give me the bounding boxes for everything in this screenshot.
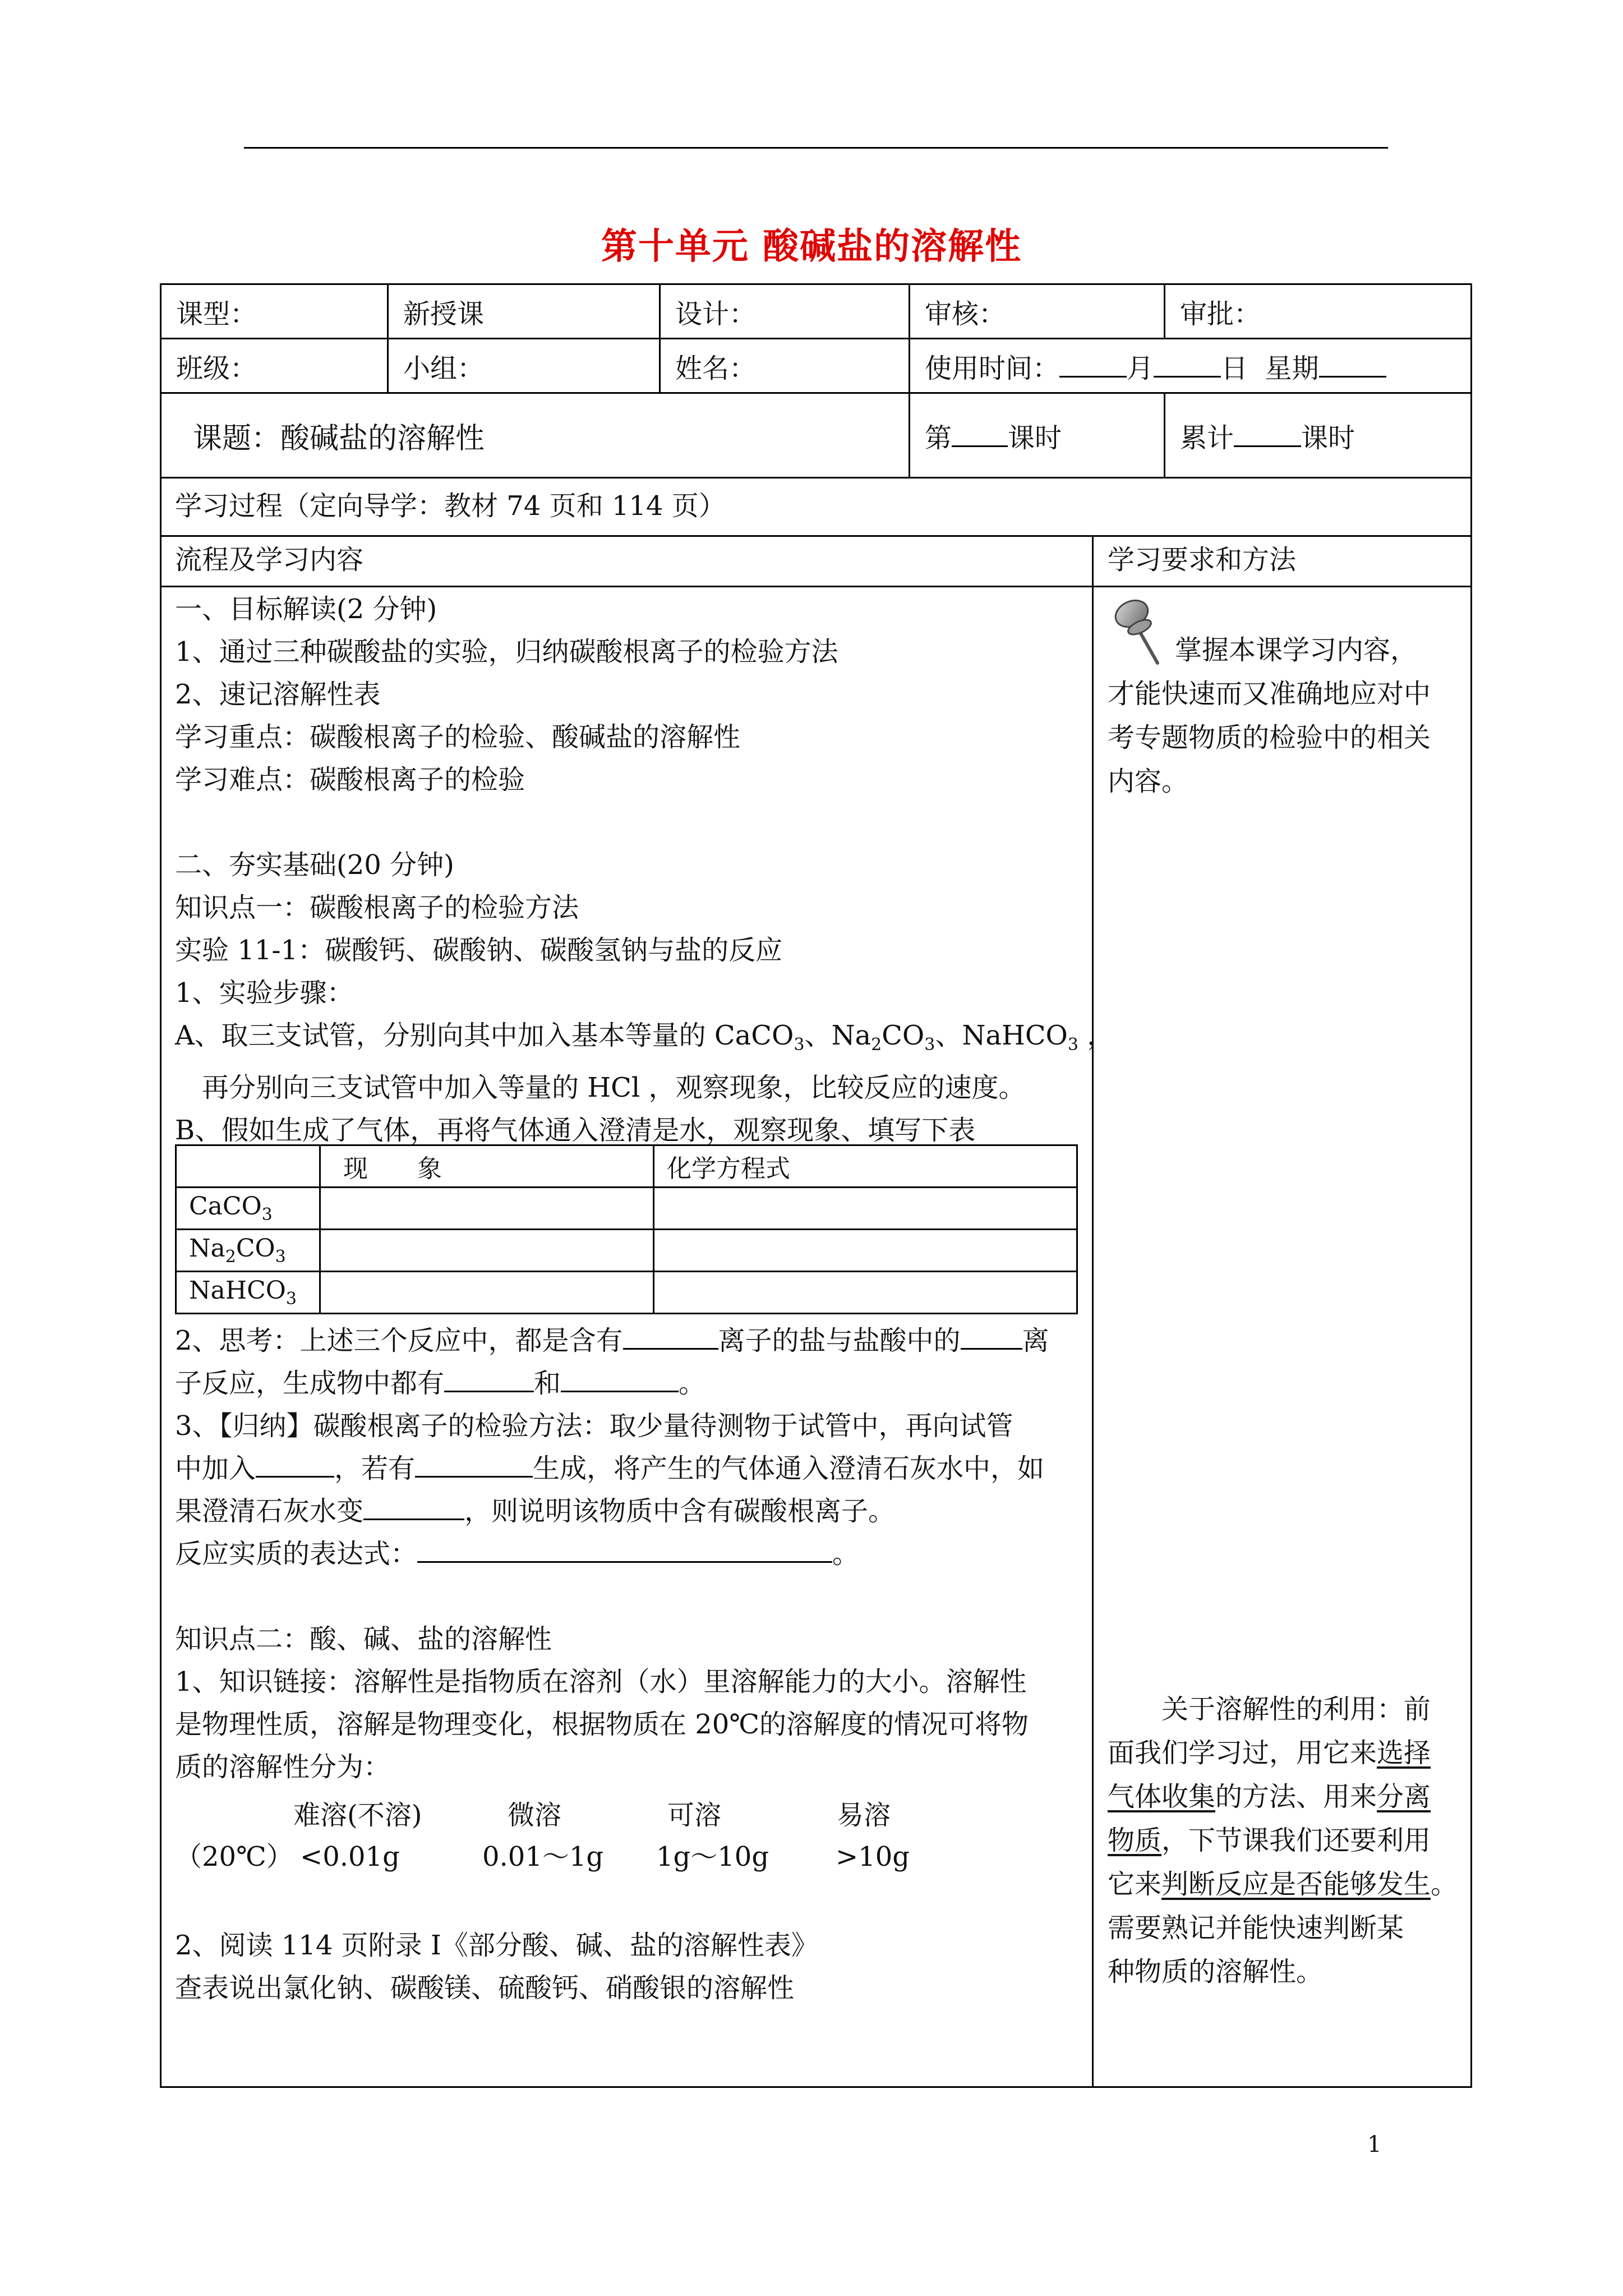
group-label: 小组： [388,339,660,393]
difficulty: 学习难点：碳酸根离子的检验 [175,764,525,795]
side-note-1-line: 掌握本课学习内容， [1175,634,1418,666]
answer-cell[interactable] [320,1188,654,1230]
experiment-title: 实验 11-1：碳酸钙、碳酸钠、碳酸氢钠与盐的反应 [175,935,783,966]
side-note-2-line: 气体收集的方法、用来分离 [1108,1781,1431,1812]
lesson-suffix: 课时 [1008,422,1062,454]
table-header-equation: 化学方程式 [654,1145,1077,1188]
day-label: 日 [1221,352,1248,384]
experiment-table [175,1144,1078,1314]
side-note-1-line: 才能快速而又准确地应对中 [1108,678,1431,710]
design-label: 设计： [660,284,910,339]
info-table [160,283,1472,478]
col-left-title: 流程及学习内容 [175,544,364,576]
side-note-2-line: 需要熟记并能快速判断某 [1108,1912,1404,1944]
answer-cell[interactable] [654,1188,1077,1230]
summary-line-2: 中加入 ，若有 生成，将产生的气体通入澄清石灰水中，如 [175,1453,1045,1484]
table-corner [176,1145,320,1188]
goal-2: 2、速记溶解性表 [175,679,381,710]
type-label: 课型： [161,284,388,339]
fill-blank[interactable] [444,1390,534,1392]
expression-line: 反应实质的表达式： 。 [175,1538,860,1570]
step-b: B、假如生成了气体，再将气体通入澄清是水，观察现象、填写下表 [175,1115,976,1146]
type-value: 新授课 [388,284,660,339]
fill-blank[interactable] [415,1475,533,1478]
name-label: 姓名： [660,339,910,393]
row-divider [160,535,1472,537]
lesson-cell [910,393,1165,478]
answer-cell[interactable] [654,1272,1077,1314]
topic-cell [161,393,910,478]
solubility-label-very: 易溶 [837,1800,891,1831]
row-label-nahco3: NaHCO$_3$ [176,1272,320,1314]
header-rule [244,147,1388,149]
solubility-value: 1g～10g [656,1841,769,1872]
side-note-1 [1108,628,1431,803]
step-a: A、取三支试管，分别向其中加入基本等量的 CaCO$_3$、$Na_2CO_3$、NaHCO$_3$ ， [175,1020,1114,1055]
lesson-prefix: 第 [925,422,952,454]
answer-cell[interactable] [654,1230,1077,1272]
fill-blank[interactable] [623,1347,718,1350]
focus: 学习重点：碳酸根离子的检验、酸碱盐的溶解性 [175,721,741,753]
fill-blank[interactable] [961,1347,1022,1350]
col-right-title: 学习要求和方法 [1108,544,1297,576]
summary-line-3: 果澄清石灰水变 ，则说明该物质中含有碳酸根离子。 [175,1496,896,1527]
row-label-caco3: CaCO$_3$ [176,1188,320,1230]
summary-line-1: 3、【归纳】碳酸根离子的检验方法：取少量待测物于试管中，再向试管 [175,1410,1013,1442]
table-header-phenomenon: 现 象 [320,1145,654,1188]
think-line-2: 子反应，生成物中都有 和 。 [175,1368,706,1399]
week-blank[interactable] [1319,375,1386,378]
row-divider [160,586,1472,587]
solubility-value: <0.01g [300,1841,400,1872]
side-note-2-line: 物质，下节课我们还要利用 [1108,1825,1431,1856]
total-prefix: 累计 [1180,422,1234,454]
side-note-1-line: 内容。 [1108,766,1189,797]
read-line-2: 查表说出氯化钠、碳酸镁、硫酸钙、硝酸银的溶解性 [175,1972,795,2004]
answer-cell[interactable] [320,1272,654,1314]
section-2-heading: 二、夯实基础(20 分钟) [175,849,454,881]
total-cell [1165,393,1472,478]
side-note-2-line: 它来判断反应是否能够发生。 [1108,1869,1458,1900]
total-suffix: 课时 [1301,422,1355,454]
solubility-label-soluble: 可溶 [667,1800,722,1831]
content-column [175,588,1114,1152]
row-label-na2co3: $Na_2CO_3$ [176,1230,320,1272]
week-label: 星期 [1265,352,1319,384]
review-label: 审核： [910,284,1165,339]
read-line-1: 2、阅读 114 页附录 I《部分酸、碱、盐的溶解性表》 [175,1930,818,1961]
knowledge-2: 知识点二：酸、碱、盐的溶解性 [175,1623,552,1655]
link-line-2: 是物理性质，溶解是物理变化，根据物质在 20℃的溶解度的情况可将物 [175,1709,1029,1740]
side-note-2 [1108,1687,1458,1994]
month-label: 月 [1127,352,1154,384]
solubility-temp: （20℃） [175,1841,293,1872]
process-title: 学习过程（定向导学：教材 74 页和 114 页） [175,490,726,522]
fill-blank[interactable] [363,1518,464,1520]
solubility-label-slight: 微溶 [508,1800,562,1831]
content-column-2 [175,1319,1049,1788]
lesson-blank[interactable] [952,445,1008,447]
section-1-heading: 一、目标解读(2 分钟) [175,593,437,625]
spacer [175,1575,1049,1618]
time-label: 使用时间： [925,352,1060,384]
side-note-2-line: 面我们学习过，用它来选择 [1108,1737,1431,1769]
side-note-2-line: 关于溶解性的利用：前 [1161,1694,1431,1725]
step-a-line-2: 再分别向三支试管中加入等量的 HCl ，观察现象，比较反应的速度。 [202,1072,1026,1103]
table-row [176,1272,1077,1314]
page-title: 第十单元 酸碱盐的溶解性 [601,226,1022,268]
fill-blank[interactable] [256,1475,334,1478]
solubility-label-insoluble: 难溶(不溶) [293,1800,422,1831]
answer-cell[interactable] [320,1230,654,1272]
approve-label: 审批： [1165,284,1472,339]
table-row [176,1230,1077,1272]
day-blank[interactable] [1154,375,1221,378]
class-label: 班级： [161,339,388,393]
expression-blank[interactable] [417,1561,832,1563]
table-row [176,1188,1077,1230]
solubility-value: >10g [836,1841,910,1872]
spacer [175,801,1114,844]
side-note-2-line: 种物质的溶解性。 [1108,1956,1324,1987]
think-line-1: 2、思考：上述三个反应中，都是含有 离子的盐与盐酸中的 离 [175,1325,1049,1356]
knowledge-1: 知识点一：碳酸根离子的检验方法 [175,892,579,923]
link-line-3: 质的溶解性分为： [175,1751,391,1783]
page-number: 1 [1367,2132,1382,2157]
link-line-1: 1、知识链接：溶解性是指物质在溶剂（水）里溶解能力的大小。溶解性 [175,1666,1027,1697]
steps-heading: 1、实验步骤： [175,977,354,1009]
total-blank[interactable] [1234,445,1301,447]
fill-blank[interactable] [561,1390,679,1392]
month-blank[interactable] [1059,375,1127,378]
side-note-1-line: 考专题物质的检验中的相关 [1108,722,1431,753]
solubility-value: 0.01～1g [482,1841,604,1872]
goal-1: 1、通过三种碳酸盐的实验，归纳碳酸根离子的检验方法 [175,636,838,668]
time-cell [910,339,1472,393]
topic: 课题：酸碱盐的溶解性 [193,421,485,455]
